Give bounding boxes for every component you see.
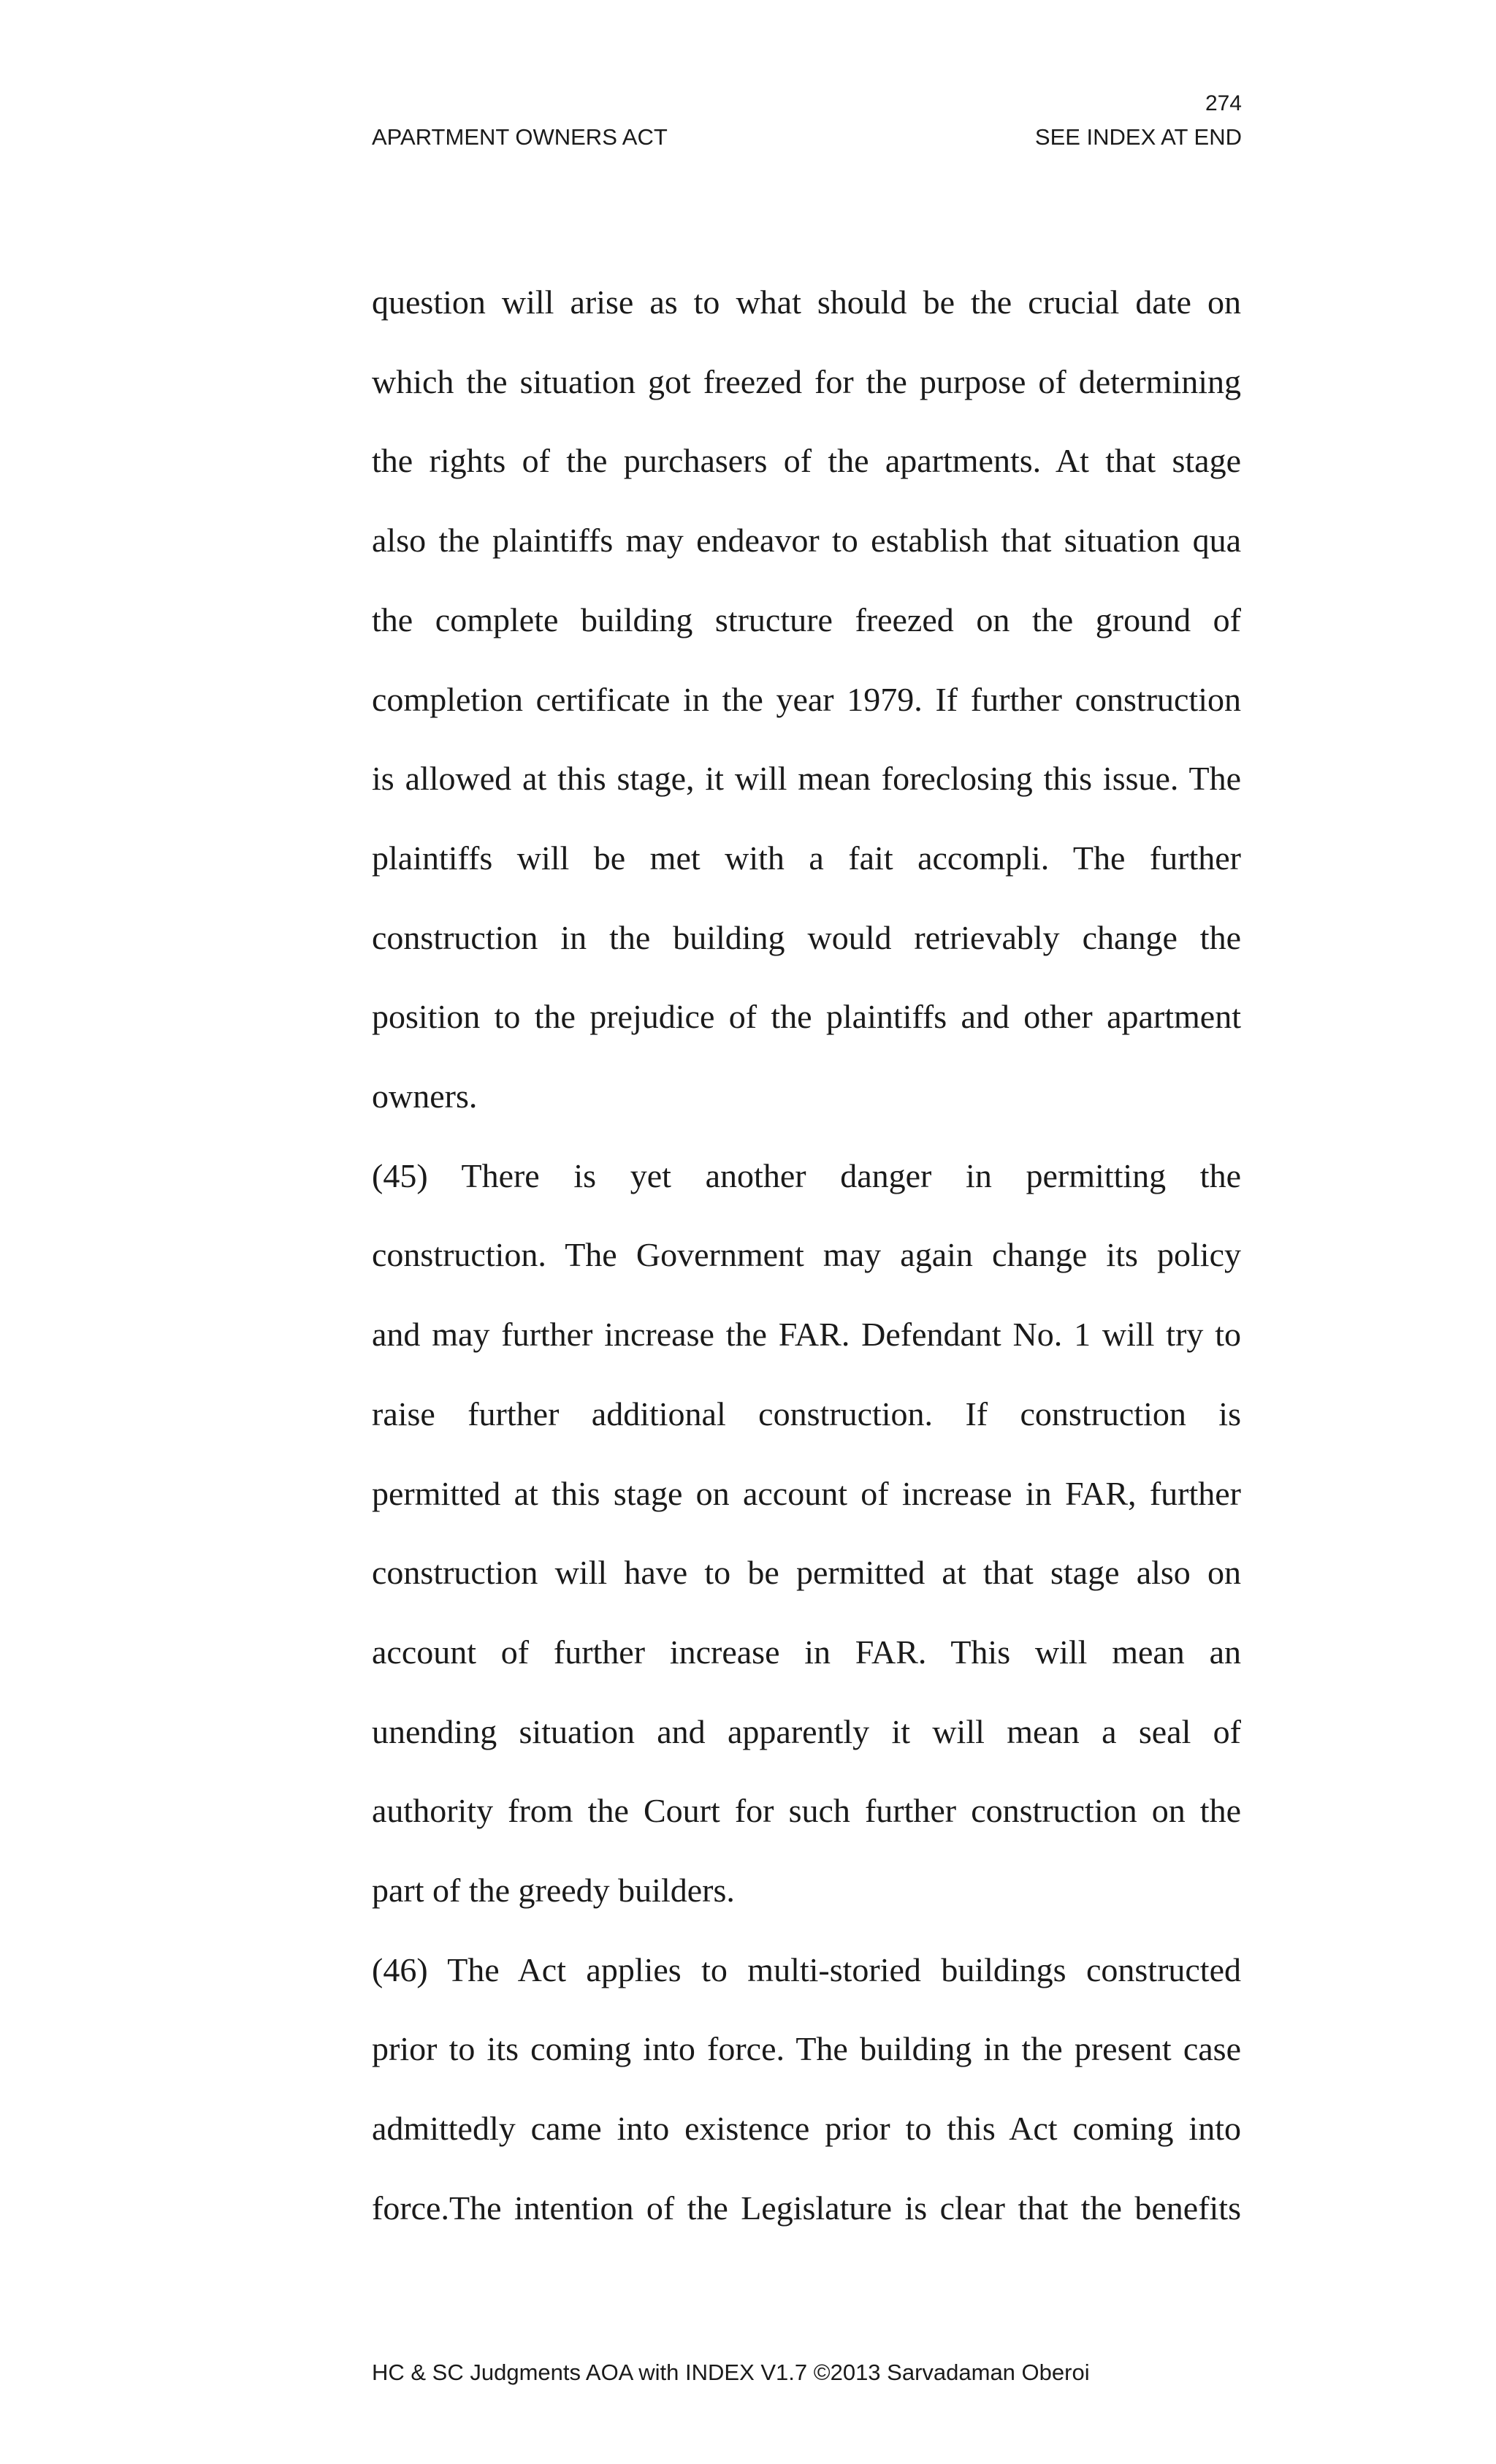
- document-body: [372, 263, 1241, 2249]
- text-line: unending situation and apparently it will mean a seal of: [372, 1712, 1241, 1750]
- text-line: part of the greedy builders.: [372, 1872, 735, 1910]
- header-right-note: SEE INDEX AT END: [1034, 124, 1242, 150]
- text-line: force.The intention of the Legislature is clear that the benefits: [372, 2189, 1241, 2227]
- paragraph-46: [372, 1931, 1241, 2249]
- text-line: and may further increase the FAR. Defendant No. 1 will try to: [372, 1316, 1241, 1354]
- text-line: the complete building structure freezed on the ground of: [372, 600, 1241, 638]
- text-line: also the plaintiffs may endeavor to establish that situation qua: [372, 522, 1241, 560]
- text-line: plaintiffs will be met with a fait accompli. The further: [372, 839, 1241, 877]
- paragraph-continuation: [372, 263, 1241, 1137]
- text-line: construction will have to be permitted at that stage also on: [372, 1554, 1241, 1592]
- text-line: construction. The Government may again change its policy: [372, 1236, 1241, 1274]
- text-line: permitted at this stage on account of increase in FAR, further: [372, 1474, 1241, 1512]
- text-line: authority from the Court for such further construction on the: [372, 1792, 1241, 1830]
- paragraph-45: [372, 1137, 1241, 1931]
- text-line: construction in the building would retrievably change the: [372, 918, 1241, 956]
- text-line: (46) The Act applies to multi-storied buildings constructed: [372, 1950, 1241, 1988]
- text-line: (45) There is yet another danger in permitting the: [372, 1156, 1241, 1194]
- text-line: completion certificate in the year 1979. If further construction: [372, 680, 1241, 718]
- text-line: the rights of the purchasers of the apartments. At that stage: [372, 442, 1241, 480]
- page-footer: HC & SC Judgments AOA with INDEX V1.7 ©2013 Sarvadaman Oberoi: [372, 2360, 1090, 2385]
- text-line: owners.: [372, 1077, 478, 1115]
- header-left-title: APARTMENT OWNERS ACT: [372, 124, 668, 150]
- running-header: [372, 121, 1242, 153]
- text-line: position to the prejudice of the plaintiffs and other apartment: [372, 998, 1241, 1036]
- text-line: is allowed at this stage, it will mean foreclosing this issue. The: [372, 760, 1241, 798]
- text-line: raise further additional construction. If construction is: [372, 1395, 1241, 1433]
- text-line: which the situation got freezed for the purpose of determining: [372, 362, 1241, 400]
- text-line: question will arise as to what should be the crucial date on: [372, 283, 1241, 321]
- text-line: account of further increase in FAR. This will mean an: [372, 1633, 1241, 1671]
- page-number: 274: [1205, 91, 1242, 115]
- text-line: prior to its coming into force. The building in the present case: [372, 2030, 1241, 2068]
- text-line: admittedly came into existence prior to this Act coming into: [372, 2110, 1241, 2148]
